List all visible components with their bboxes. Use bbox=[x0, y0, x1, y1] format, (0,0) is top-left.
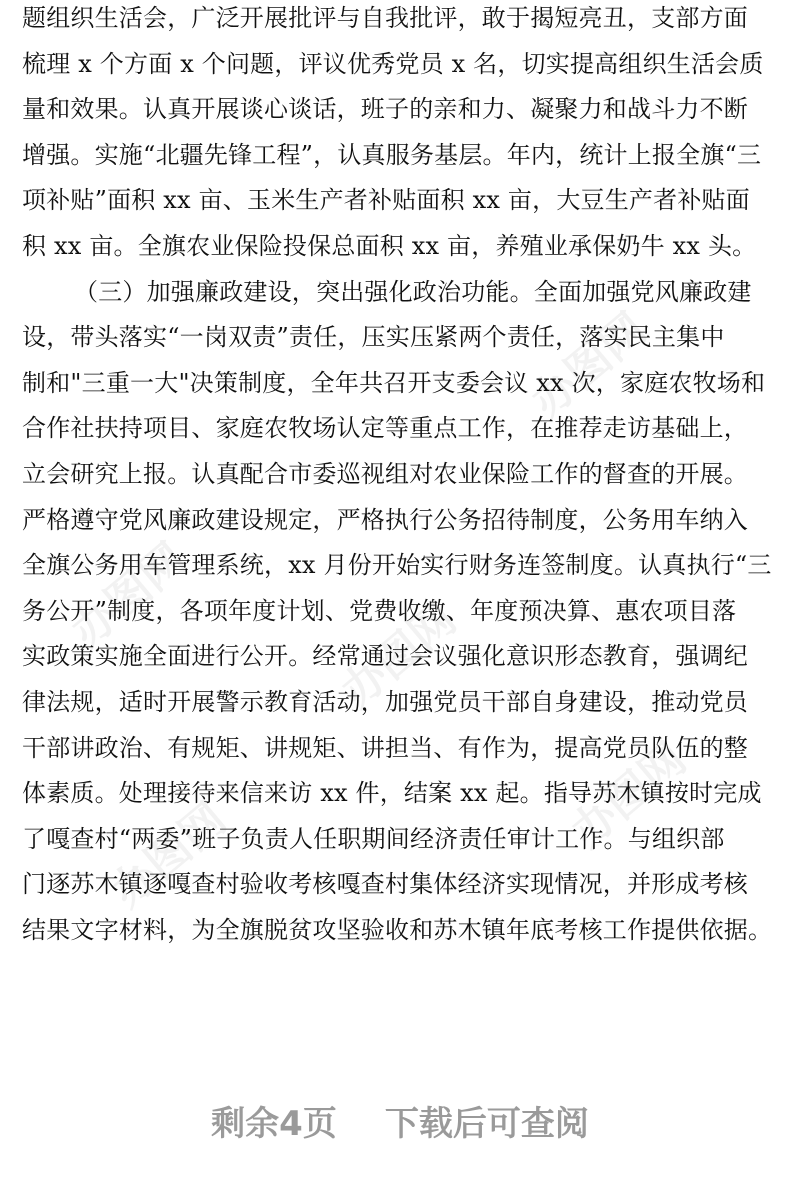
watermark: 办图网 bbox=[521, 303, 656, 428]
download-label: 下载后可查阅 bbox=[384, 1103, 589, 1144]
body-line: 律法规，适时开展警示教育活动，加强党员干部自身建设，推动党员 bbox=[22, 687, 748, 716]
body-line: 积 xx 亩。全旗农业保险投保总面积 xx 亩，养殖业承保奶牛 xx 头。 bbox=[22, 231, 757, 260]
body-line: 合作社扶持项目、家庭农牧场认定等重点工作，在推荐走访基础上， bbox=[22, 414, 748, 443]
remaining-pages-label: 剩余4页 bbox=[211, 1103, 337, 1144]
body-line: 门逐苏木镇逐嘎查村验收考核嘎查村集体经济实现情况，并形成考核 bbox=[22, 870, 748, 899]
watermark: 办图网 bbox=[101, 793, 236, 918]
body-line: 增强。实施“北疆先锋工程”，认真服务基层。年内，统计上报全旗“三 bbox=[22, 140, 762, 169]
body-line: 体素质。处理接待来信来访 xx 件，结案 xx 起。指导苏木镇按时完成 bbox=[22, 779, 762, 808]
body-line: 立会研究上报。认真配合市委巡视组对农业保险工作的督查的开展。 bbox=[22, 459, 748, 488]
body-line: 了嘎查村“两委”班子负责人任职期间经济责任审计工作。与组织部 bbox=[22, 824, 725, 853]
watermark: 办图网 bbox=[331, 593, 466, 718]
body-line: 结果文字材料，为全旗脱贫攻坚验收和苏木镇年底考核工作提供依据。 bbox=[22, 915, 773, 944]
body-line: 实政策实施全面进行公开。经常通过会议强化意识形态教育，强调纪 bbox=[22, 642, 748, 671]
body-line: 设，带头落实“一岗双责”责任，压实压紧两个责任，落实民主集中 bbox=[22, 323, 725, 352]
document-body bbox=[22, 0, 778, 953]
body-line: 干部讲政治、有规矩、讲规矩、讲担当、有作为，提高党员队伍的整 bbox=[22, 733, 748, 762]
body-line: 务公开”制度，各项年度计划、党费收缴、年度预决算、惠农项目落 bbox=[22, 596, 737, 625]
section-heading-line: （三）加强廉政建设，突出强化政治功能。全面加强党风廉政建 bbox=[74, 277, 752, 306]
body-line: 梳理 x 个方面 x 个问题，评议优秀党员 x 名，切实提高组织生活会质 bbox=[22, 49, 764, 78]
body-line: 制和"三重一大"决策制度，全年共召开支委会议 xx 次，家庭农牧场和 bbox=[22, 368, 766, 397]
body-line: 题组织生活会，广泛开展批评与自我批评，敢于揭短亮丑，支部方面 bbox=[22, 4, 748, 32]
body-line: 严格遵守党风廉政建设规定，严格执行公务招待制度，公务用车纳入 bbox=[22, 505, 748, 534]
body-line: 项补贴”面积 xx 亩、玉米生产者补贴面积 xx 亩，大豆生产者补贴面 bbox=[22, 186, 750, 215]
download-prompt-banner[interactable] bbox=[0, 1088, 800, 1152]
watermark: 办图网 bbox=[561, 733, 696, 858]
body-line: 全旗公务用车管理系统，xx 月份开始实行财务连签制度。认真执行“三 bbox=[22, 551, 772, 580]
body-line: 量和效果。认真开展谈心谈话，班子的亲和力、凝聚力和战斗力不断 bbox=[22, 95, 748, 124]
watermark: 办图网 bbox=[61, 533, 196, 658]
